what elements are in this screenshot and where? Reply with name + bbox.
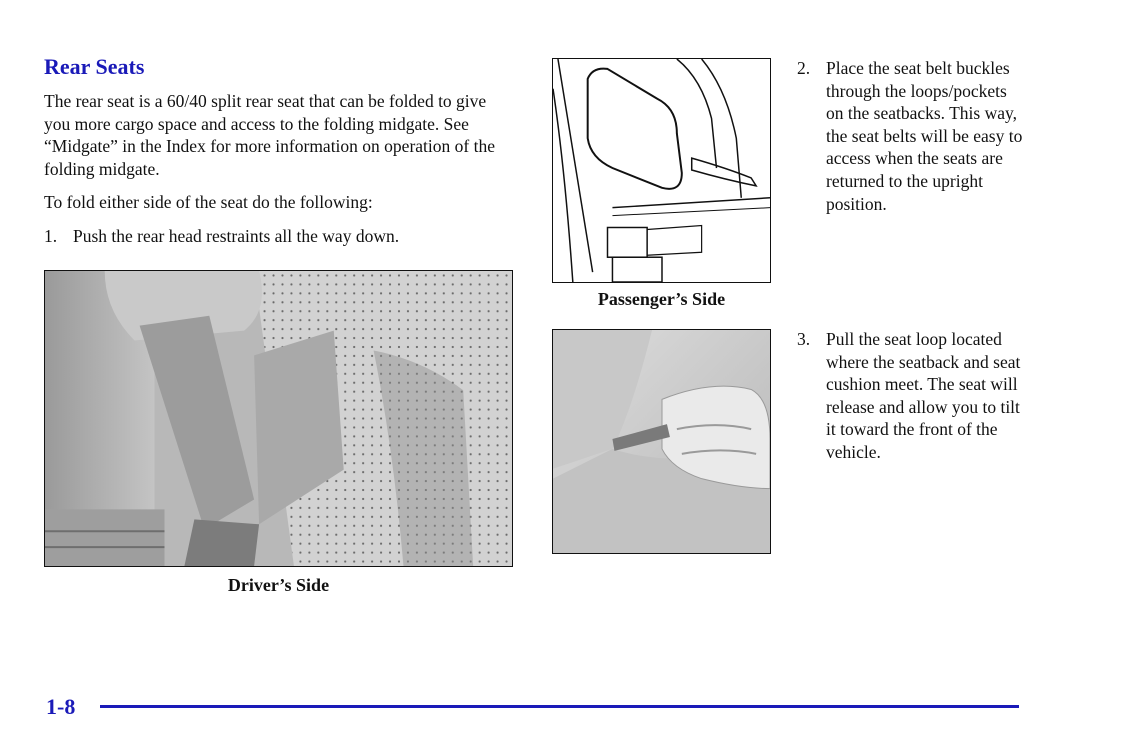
driver-side-photo bbox=[44, 270, 513, 567]
step-1-text: Push the rear head restraints all the way down. bbox=[73, 226, 400, 246]
step-3 bbox=[797, 328, 1037, 498]
section-heading: Rear Seats bbox=[44, 54, 145, 79]
seat-loop-photo bbox=[552, 329, 771, 554]
lead-in-paragraph: To fold either side of the seat do the following: bbox=[44, 192, 373, 212]
step-3-text: Pull the seat loop located where the seatback and seat cushion meet. The seat will release and allow you to tilt it toward the front of the vehicle. bbox=[826, 329, 1021, 462]
step-2 bbox=[797, 57, 1037, 247]
seat-loop-illustration bbox=[553, 330, 770, 553]
passenger-side-caption: Passenger’s Side bbox=[597, 289, 726, 309]
step-3-number: 3. bbox=[797, 329, 811, 349]
step-2-text: Place the seat belt buckles through the loops/pockets on the seatbacks. This way, the seat belts will be easy to access when the seats are returned to the upright position. bbox=[826, 58, 1023, 214]
driver-side-illustration bbox=[45, 271, 512, 566]
intro-paragraph: The rear seat is a 60/40 split rear seat that can be folded to give you more cargo space and access to the folding midgate. See “Midgate” in the Index for more information on operation of the folding midgate. bbox=[44, 91, 495, 179]
page-number: 1-8 bbox=[46, 694, 76, 719]
passenger-side-drawing bbox=[552, 58, 771, 283]
footer-rule bbox=[100, 705, 1019, 708]
passenger-side-illustration bbox=[553, 59, 770, 282]
step-2-number: 2. bbox=[797, 58, 811, 78]
driver-side-caption: Driver’s Side bbox=[227, 575, 330, 595]
step-1-number: 1. bbox=[44, 226, 58, 246]
